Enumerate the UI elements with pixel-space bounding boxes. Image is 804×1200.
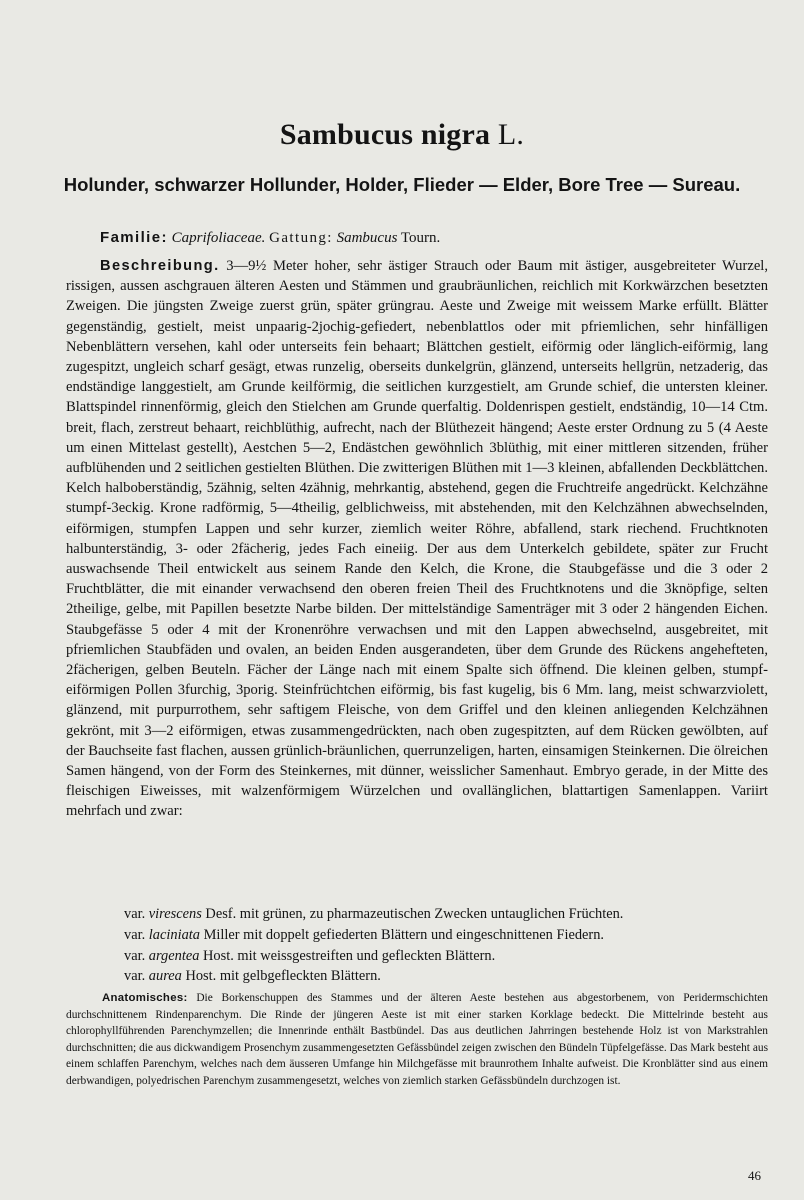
description-label: Beschreibung. bbox=[100, 258, 220, 274]
species-name: Sambucus nigra bbox=[279, 118, 491, 151]
family-label: Familie: bbox=[100, 229, 168, 246]
anatomy-paragraph bbox=[66, 990, 768, 1090]
species-author: L. bbox=[497, 118, 525, 151]
variety-name: argentea bbox=[148, 947, 200, 964]
variety-item: var. virescens Desf. mit grünen, zu pharmazeutischen Zwecken untauglichen Früchten. bbox=[124, 906, 624, 922]
variety-name: aurea bbox=[148, 968, 182, 985]
description-paragraph bbox=[66, 256, 768, 822]
family-line bbox=[100, 229, 440, 247]
family-name: Caprifoliaceae. bbox=[171, 230, 266, 246]
variety-item: var. laciniata Miller mit doppelt gefiederten Blättern und eingeschnittenen Fiedern. bbox=[124, 926, 605, 943]
variety-name: laciniata bbox=[148, 926, 200, 943]
variety-item: var. argentea Host. mit weissgestreiften und gefleckten Blättern. bbox=[124, 947, 496, 964]
common-names: Holunder, schwarzer Hollunder, Holder, Flieder — Elder, Bore Tree — Sureau. bbox=[63, 174, 741, 195]
genus-label: Gattung: bbox=[269, 230, 333, 246]
genus-name: Sambucus bbox=[336, 230, 398, 246]
variety-list bbox=[124, 904, 623, 987]
page-number: 46 bbox=[748, 1168, 761, 1183]
description-text: 3—9½ Meter hoher, sehr ästiger Strauch oder Baum mit ästiger, ausgebreiteter Wurzel, rissigen, aussen aschgrauen älteren Aesten und Stämmen und graubräunlichen, reichlich mit Korkwärzchen besetzten Zweigen. Die jüngsten Zweige zuerst grün, später grüngrau. Aeste und Zweige mit weissem Marke erfüllt. Blätter gegenständig, gestielt, meist unpaarig-2jochig-gefiedert, nebenblattlos oder mit pfriemlichen, sehr hinfälligen Nebenblättern versehen, kahl oder unterseits fein behaart; Blättchen gestielt, eiförmig oder länglich-eiförmig, lang zugespitzt, ungleich scharf gesägt, etwas runzelig, oberseits dunkelgrün, glänzend, unterseits hellgrün, netzaderig, das endständige langgestielt, am Grunde keilförmig, die seitlichen kurzgestielt, am Grunde schief, die untersten kleiner. Blattspindel rinnenförmig, gleich den Stielchen am Grunde querfaltig. Doldenrispen gestielt, endständig, 10—14 Ctm. breit, flach, zerstreut behaart, reichblüthig, aufrecht, nach der Blüthezeit hängend; Aeste erster Ordnung zu 5 (4 Aeste um einen Mittelast gestellt), Aestchen 5—2, Endästchen gewöhnlich 3blüthig, mit einer mittleren sitzenden, früher aufblühenden und 2 seitlichen gestielten Blüthen. Die zwitterigen Blüthen mit 1—3 kleinen, abfallenden Deckblättchen. Kelch halboberständig, 5zähnig, selten 4zähnig, mehrkantig, abstehend, gegen die Fruchtreife angedrückt. Kelchzähne stumpf-3eckig. Krone radförmig, 5—4theilig, gelblichweiss, mit abstehenden, mit den Kelchzähnen abwechselnden, eiförmigen, stumpfen Lappen und sehr kurzer, ziemlich weiter Röhre, abfallend, stark riechend. Fruchtknoten halbunterständig, 3- oder 2fächerig, jedes Fach eineiig. Der aus dem Unterkelch gebildete, später zur Frucht auswachsende Theil entwickelt aus seinem Rande den Kelch, die Krone, die Staubgefässe und die 3 oder 2 Fruchtblätter, die mit einander verwachsend den oberen freien Theil des Fruchtknotens und die 3knöpfige, selten 2theilige, gelbe, mit Papillen besetzte Narbe bilden. Der mittelständige Samenträger mit 3 oder 2 hängenden Eichen. Staubgefässe 5 oder 4 mit der Kronenröhre verwachsen und mit den Lappen abwechselnd, ausgebreitet, mit pfriemlichen Staubfäden und ovalen, an beiden Enden ausgerandeten, über dem Grunde des Rückens angehefteten, 2fächerigen, gelben Beuteln. Fächer der Länge nach mit einem Spalte sich öffnend. Die kleinen gelben, stumpf-eiförmigen Pollen 3furchig, 3porig. Steinfrüchtchen eiförmig, bis fast kugelig, bis 6 Mm. lang, meist schwarzviolett, glänzend, mit purpurrothem, sehr saftigem Fleische, von dem Griffel und den kleinen anliegenden Kelchzähnen gekrönt, mit 3—2 eiförmigen, etwas zusammengedrückten, nach oben zugespitzten, auf dem Rücken gewölbten, auf der Bauchseite fast flachen, aussen grünlich-bräunlichen, querrunzeligen, harten, einsamigen Steinkernen. Die ölreichen Samen hängend, von der Form des Steinkernes, mit dünner, weisslicher Samenhaut. Embryo gerade, in der Mitte des fleischigen Eiweisses, mit walzenförmigem Würzelchen und ovallänglichen, blattartigen Samenlappen. Variirt mehrfach und zwar: bbox=[66, 258, 768, 820]
anatomy-label: Anatomisches: bbox=[102, 992, 188, 1004]
variety-item: var. aurea Host. mit gelbgefleckten Blättern. bbox=[124, 968, 381, 985]
anatomy-text: Die Borkenschuppen des Stammes und der älteren Aeste bestehen aus abgestorbenem, von Peridermschichten durchschnittenem Rindenparenchym. Die Rinde der jüngeren Aeste ist mit einer starken Korklage bedeckt. Die Mittelrinde besteht aus chlorophyllführenden Parenchymzellen; die Innenrinde enthält Bastbündel. Das aus deutlichen Jahrringen bestehende Holz ist von Markstrahlen durchschnitten; die aus dickwandigem Prosenchym zusammengesetzten Gefässbündel zeigen zwischen den Bündeln Tüpfelgefässe. Das Mark besteht aus einem schlaffen Parenchym, welches nach dem äusseren Umfange hin Milchgefässe mit braunrothem Inhalte aufweist. Die Kronblätter sind aus einem derbwandigen, polyedrischen Parenchym zusammengesetzt, welches von ziemlich starken Gefässbündeln durchzogen ist. bbox=[66, 992, 769, 1087]
genus-author: Tourn. bbox=[400, 230, 441, 246]
page-title bbox=[0, 118, 804, 152]
variety-name: virescens bbox=[148, 906, 202, 922]
